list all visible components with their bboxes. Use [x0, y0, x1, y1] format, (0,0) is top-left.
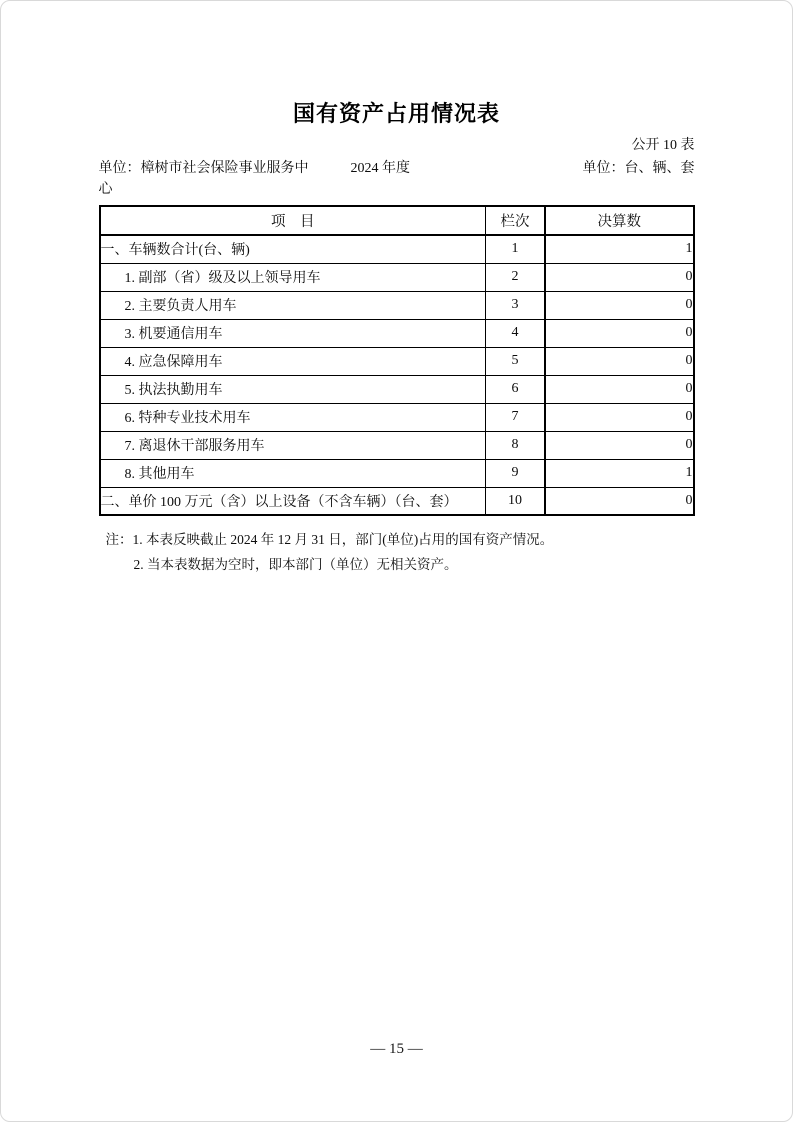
- table-row: [100, 291, 694, 319]
- table-row: [100, 319, 694, 347]
- value-cell: 0: [545, 403, 694, 431]
- table-row: [100, 375, 694, 403]
- line-number-cell: 4: [486, 319, 545, 347]
- reporting-unit-name: [99, 158, 351, 200]
- meta-row: [99, 158, 695, 200]
- notes-block: [99, 527, 695, 577]
- item-cell: 7. 离退休干部服务用车: [100, 431, 486, 459]
- table-row: [100, 403, 694, 431]
- item-cell: 6. 特种专业技术用车: [100, 403, 486, 431]
- value-cell: 1: [545, 459, 694, 487]
- column-header-line-number: 栏次: [486, 206, 545, 235]
- publish-table-label: 公开 10 表: [631, 138, 695, 153]
- item-cell: 4. 应急保障用车: [100, 347, 486, 375]
- table-row: [100, 431, 694, 459]
- item-cell: 2. 主要负责人用车: [100, 291, 486, 319]
- value-cell: 1: [545, 235, 694, 263]
- table-body: [100, 235, 694, 515]
- page-title: 国有资产占用情况表: [292, 101, 500, 126]
- reporting-unit-line1: 单位：樟树市社会保险事业服务中: [98, 161, 309, 176]
- table-header-row: [100, 206, 694, 235]
- page-number: — 15 —: [370, 1041, 423, 1057]
- table-row: [100, 235, 694, 263]
- line-number-cell: 5: [486, 347, 545, 375]
- reporting-unit-line2: 心: [98, 182, 113, 197]
- note-line: 注：1. 本表反映截止 2024 年 12 月 31 日，部门(单位)占用的国有资产情况。: [105, 532, 554, 547]
- column-header-item: 项 目: [100, 206, 486, 235]
- table-row: [100, 487, 694, 515]
- item-cell: 8. 其他用车: [100, 459, 486, 487]
- item-cell: 1. 副部（省）级及以上领导用车: [100, 263, 486, 291]
- value-cell: 0: [545, 263, 694, 291]
- table-row: [100, 263, 694, 291]
- item-cell: 二、单价 100 万元（含）以上设备（不含车辆）（台、套）: [100, 487, 486, 515]
- column-header-final-figure: 决算数: [545, 206, 694, 235]
- table-row: [100, 347, 694, 375]
- value-cell: 0: [545, 319, 694, 347]
- line-number-cell: 7: [486, 403, 545, 431]
- line-number-cell: 3: [486, 291, 545, 319]
- value-cell: 0: [545, 487, 694, 515]
- line-number-cell: 6: [486, 375, 545, 403]
- note-line: 2. 当本表数据为空时，即本部门（单位）无相关资产。: [133, 557, 458, 572]
- line-number-cell: 10: [486, 487, 545, 515]
- value-cell: 0: [545, 431, 694, 459]
- fiscal-year: 2024 年度: [350, 161, 410, 176]
- value-cell: 0: [545, 375, 694, 403]
- item-cell: 一、车辆数合计(台、辆): [100, 235, 486, 263]
- value-cell: 0: [545, 291, 694, 319]
- line-number-cell: 1: [486, 235, 545, 263]
- measurement-unit: 单位：台、辆、套: [582, 161, 695, 176]
- line-number-cell: 9: [486, 459, 545, 487]
- item-cell: 3. 机要通信用车: [100, 319, 486, 347]
- value-cell: 0: [545, 347, 694, 375]
- line-number-cell: 2: [486, 263, 545, 291]
- content-area: [99, 137, 695, 577]
- line-number-cell: 8: [486, 431, 545, 459]
- item-cell: 5. 执法执勤用车: [100, 375, 486, 403]
- assets-occupation-table: [99, 205, 695, 516]
- table-row: [100, 459, 694, 487]
